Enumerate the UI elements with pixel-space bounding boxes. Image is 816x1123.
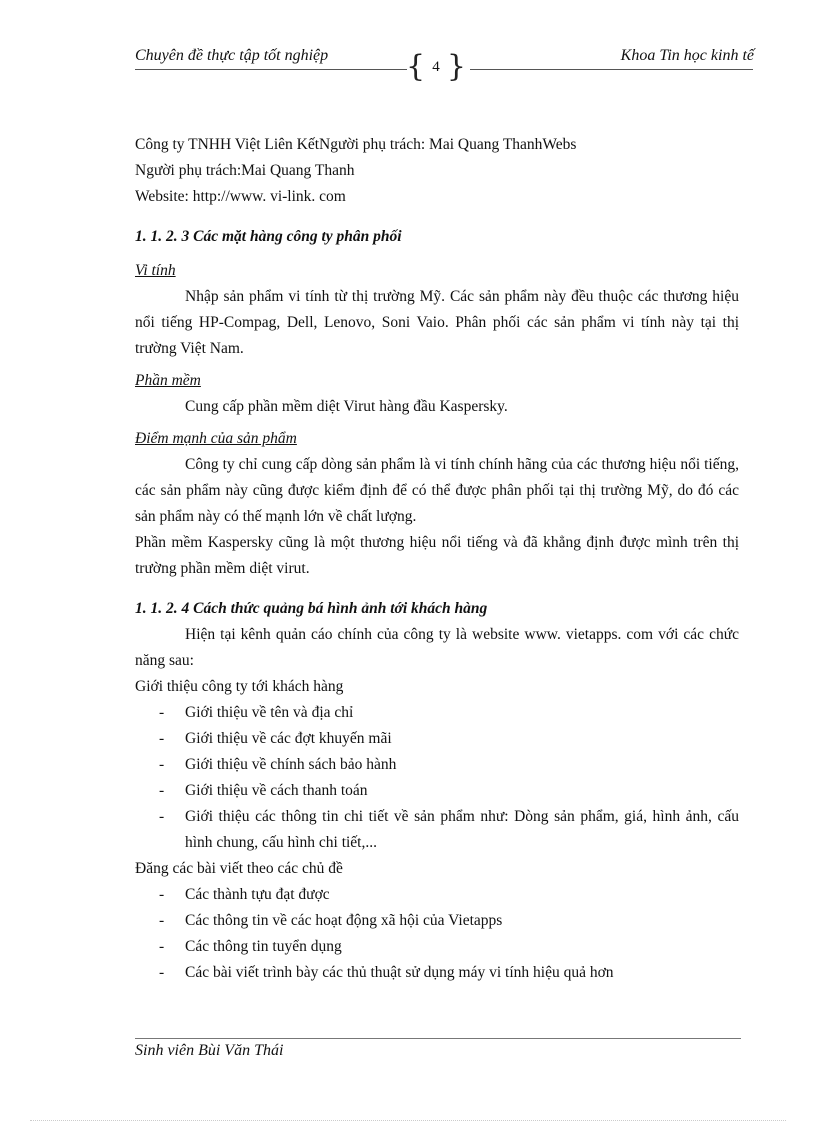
group-title-introduction: Giới thiệu công ty tới khách hàng [135,678,344,695]
subheading-strengths: Điểm mạnh của sản phẩm [135,430,297,447]
footer-rule [135,1038,741,1039]
list-item: - Các thành tựu đạt được [135,882,739,908]
document-body [135,132,739,986]
page-number: 4 [432,59,440,75]
list-item: - Giới thiệu các thông tin chi tiết về sản phẩm như: Dòng sản phẩm, giá, hình ảnh, cấu hình chung, cấu hình chi tiết,... [135,804,739,856]
header-rule-right [470,69,753,70]
header-rule-left [135,69,407,70]
section-heading-products: 1. 1. 2. 3 Các mặt hàng công ty phân phối [135,228,402,245]
dash-bullet: - [159,886,165,903]
header-right-title: Khoa Tin học kinh tế [620,47,754,64]
dash-bullet: - [159,938,165,955]
paragraph-strengths: Công ty chỉ cung cấp dòng sản phẩm là vi tính chính hãng của các thương hiệu nổi tiếng, các sản phẩm này cũng được kiểm định để có thể được phân phối tại thị trường Mỹ, do đó các sản phẩm này có thế mạnh lớn về chất lượng. [135,456,739,525]
section-heading-promotion: 1. 1. 2. 4 Cách thức quảng bá hình ảnh tới khách hàng [135,600,488,617]
list-item: - Các thông tin tuyển dụng [135,934,739,960]
intro-line-company: Công ty TNHH Việt Liên KếtNgười phụ trách: Mai Quang ThanhWebs [135,136,577,153]
subheading-computers: Vi tính [135,262,176,279]
footer-author: Sinh viên Bùi Văn Thái [135,1042,284,1059]
dash-bullet: - [159,704,165,721]
dash-bullet: - [159,808,165,825]
intro-line-website: Website: http://www. vi-link. com [135,188,346,205]
group-title-articles: Đăng các bài viết theo các chủ đề [135,860,343,877]
header-left-title: Chuyên đề thực tập tốt nghiệp [135,47,329,64]
list-item: - Giới thiệu về tên và địa chỉ [135,700,739,726]
dash-bullet: - [159,964,165,981]
left-brace-icon: { [406,49,426,84]
paragraph-software: Cung cấp phần mềm diệt Virut hàng đầu Kaspersky. [185,398,508,415]
page-bottom-edge [30,1120,786,1121]
list-introduction [135,700,739,856]
paragraph-promotion: Hiện tại kênh quản cáo chính của công ty là website www. vietapps. com với các chức năng sau: [135,626,739,669]
dash-bullet: - [159,756,165,773]
list-item: - Giới thiệu về các đợt khuyến mãi [135,726,739,752]
list-item: - Các bài viết trình bày các thủ thuật sử dụng máy vi tính hiệu quả hơn [135,960,739,986]
dash-bullet: - [159,730,165,747]
list-item: - Các thông tin về các hoạt động xã hội của Vietapps [135,908,739,934]
paragraph-computers: Nhập sản phẩm vi tính từ thị trường Mỹ. Các sản phẩm này đều thuộc các thương hiệu nổi tiếng HP-Compag, Dell, Lenovo, Soni Vaio. Phân phối các sản phẩm vi tính này tại thị trường Việt Nam. [135,288,739,357]
list-item: - Giới thiệu về chính sách bảo hành [135,752,739,778]
intro-line-contact: Người phụ trách:Mai Quang Thanh [135,162,355,179]
list-articles [135,882,739,986]
dash-bullet: - [159,912,165,929]
dash-bullet: - [159,782,165,799]
subheading-software: Phần mềm [135,372,201,389]
page-number-box [404,49,468,84]
list-item: - Giới thiệu về cách thanh toán [135,778,739,804]
paragraph-kaspersky: Phần mềm Kaspersky cũng là một thương hiệu nổi tiếng và đã khẳng định được mình trên thị trường phần mềm diệt virut. [135,534,739,577]
right-brace-icon: } [446,49,466,84]
